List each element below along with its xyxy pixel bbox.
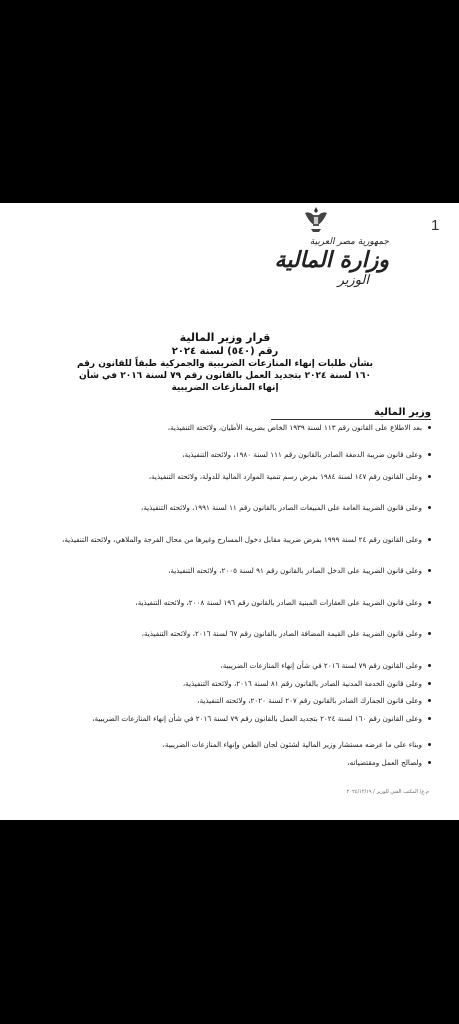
clause-item: وعلى قانون الخدمة المدنية الصادر بالقانون رقم ٨١ لسنة ٢٠١٦، ولائحته التنفيذية، xyxy=(14,679,431,689)
bullet-icon xyxy=(428,569,431,572)
clause-item: وبناء على ما عرضه مستشار وزير المالية لشئون لجان الطعن وإنهاء المنازعات الضريبية، xyxy=(14,740,431,750)
decree-subject: بشأن طلبات إنهاء المنازعات الضريبية والجمركية طبقاً للقانون رقم ١٦٠ لسنة ٢٠٢٤ بتجديد العمل بالقانون رقم ٧٩ لسنة ٢٠١٦ في شأن إنهاء المنازعات الضريبية xyxy=(76,359,373,393)
eagle-emblem-icon xyxy=(303,205,329,235)
document-footer: م.ع/ المكتب الفني للوزير / ٢٠٢٤/١٢/١٩ xyxy=(346,789,429,795)
clause-item: وعلى القانون رقم ٧٩ لسنة ٢٠١٦ في شأن إنهاء المنازعات الضريبية، xyxy=(14,661,431,671)
bullet-icon xyxy=(428,682,431,685)
clause-item: وعلى قانون الضريبة العامة على المبيعات الصادر بالقانون رقم ١١ لسنة ١٩٩١، ولائحته التنفيذية، xyxy=(14,503,431,513)
bullet-icon xyxy=(428,453,431,456)
bullet-icon xyxy=(428,601,431,604)
decree-number: رقم (٥٤٠) لسنة ٢٠٢٤ xyxy=(171,346,279,357)
letterhead-country: جمهورية مصر العربية xyxy=(309,237,389,247)
document-page xyxy=(0,203,459,820)
clause-item: وعلى قانون ضريبة الدمغة الصادر بالقانون رقم ١١١ لسنة ١٩٨٠، ولائحته التنفيذية، xyxy=(14,450,431,460)
clause-item: وعلى قانون الضريبة على العقارات المبنية الصادر بالقانون رقم ١٩٦ لسنة ٢٠٠٨، ولائحته التنفيذية، xyxy=(14,598,431,608)
preamble-heading: وزير المالية xyxy=(374,407,431,418)
clause-item: وعلى قانون الضريبة على القيمة المضافة الصادر بالقانون رقم ٦٧ لسنة ٢٠١٦، ولائحته التنفيذية، xyxy=(14,629,431,639)
letterhead-ministry: وزارة المالية xyxy=(274,247,389,273)
bullet-icon xyxy=(428,538,431,541)
bullet-icon xyxy=(428,743,431,746)
preamble-underline xyxy=(271,419,431,420)
bullet-icon xyxy=(428,717,431,720)
bullet-icon xyxy=(428,699,431,702)
clause-item: وعلى قانون الضريبة على الدخل الصادر بالقانون رقم ٩١ لسنة ٢٠٠٥، ولائحته التنفيذية، xyxy=(14,566,431,576)
bullet-icon xyxy=(428,426,431,429)
bullet-icon xyxy=(428,761,431,764)
clause-item: بعد الاطلاع على القانون رقم ١١٣ لسنة ١٩٣٩ الخاص بضريبة الأطيان، ولائحته التنفيذية، xyxy=(14,423,431,433)
decree-title: قرار وزير المالية xyxy=(179,331,271,344)
page-number: 1 xyxy=(431,217,440,234)
clause-item: وعلى قانون الجمارك الصادر بالقانون رقم ٢٠٧ لسنة ٢٠٢٠، ولائحته التنفيذية، xyxy=(14,696,431,706)
bullet-icon xyxy=(428,664,431,667)
letterhead xyxy=(239,205,389,288)
bullet-icon xyxy=(428,632,431,635)
bullet-icon xyxy=(428,506,431,509)
clause-item: وعلى القانون رقم ١٤٧ لسنة ١٩٨٤ بفرض رسم تنمية الموارد المالية للدولة، ولائحته التنفيذية، xyxy=(14,472,431,482)
clause-item: وعلى القانون رقم ١٦٠ لسنة ٢٠٢٤ بتجديد العمل بالقانون رقم ٧٩ لسنة ٢٠١٦ في شأن إنهاء المنازعات الضريبية، xyxy=(14,714,431,724)
clause-item: وعلى القانون رقم ٢٤ لسنة ١٩٩٩ بفرض ضريبة مقابل دخول المسارح وغيرها من محال الفرجة والملاهي، ولائحته التنفيذية، xyxy=(14,535,431,545)
clause-item: ولصالح العمل ومقتضياته، xyxy=(14,758,431,768)
letterhead-minister: الوزير xyxy=(337,273,369,288)
bullet-icon xyxy=(428,475,431,478)
decree-heading xyxy=(70,331,380,394)
